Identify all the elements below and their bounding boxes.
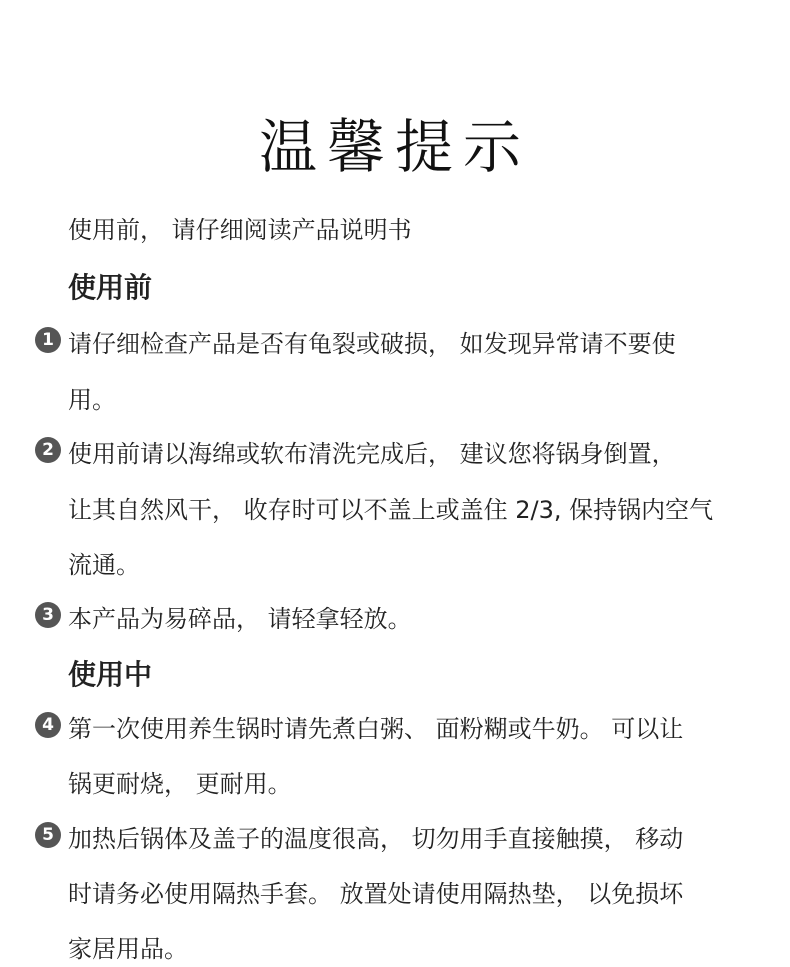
item-line: 加热后锅体及盖子的温度很高， 切勿用手直接触摸， 移动 — [68, 825, 684, 853]
item-line: 使用前请以海绵或软布清洗完成后， 建议您将锅身倒置， — [68, 440, 676, 468]
number-badge-icon: 3 — [35, 602, 61, 628]
number-badge-icon: 1 — [35, 327, 61, 353]
intro-text: 使用前， 请仔细阅读产品说明书 — [68, 216, 412, 244]
item-line: 本产品为易碎品， 请轻拿轻放。 — [68, 605, 412, 633]
item-line: 锅更耐烧， 更耐用。 — [68, 770, 292, 798]
number-badge-icon: 5 — [35, 822, 61, 848]
section-heading-during-use: 使用中 — [68, 658, 153, 691]
item-line: 请仔细检查产品是否有龟裂或破损， 如发现异常请不要使 — [68, 330, 676, 358]
item-line: 家居用品。 — [68, 935, 188, 963]
item-line: 流通。 — [68, 551, 140, 579]
item-line: 用。 — [68, 386, 116, 414]
page-title: 温馨提示 — [258, 113, 531, 181]
item-line: 第一次使用养生锅时请先煮白粥、 面粉糊或牛奶。 可以让 — [68, 715, 684, 743]
number-badge-icon: 4 — [35, 712, 61, 738]
item-line: 时请务必使用隔热手套。 放置处请使用隔热垫， 以免损坏 — [68, 880, 684, 908]
item-line: 让其自然风干， 收存时可以不盖上或盖住 2/3, 保持锅内空气 — [68, 496, 714, 524]
number-badge-icon: 2 — [35, 437, 61, 463]
section-heading-before-use: 使用前 — [68, 271, 153, 304]
